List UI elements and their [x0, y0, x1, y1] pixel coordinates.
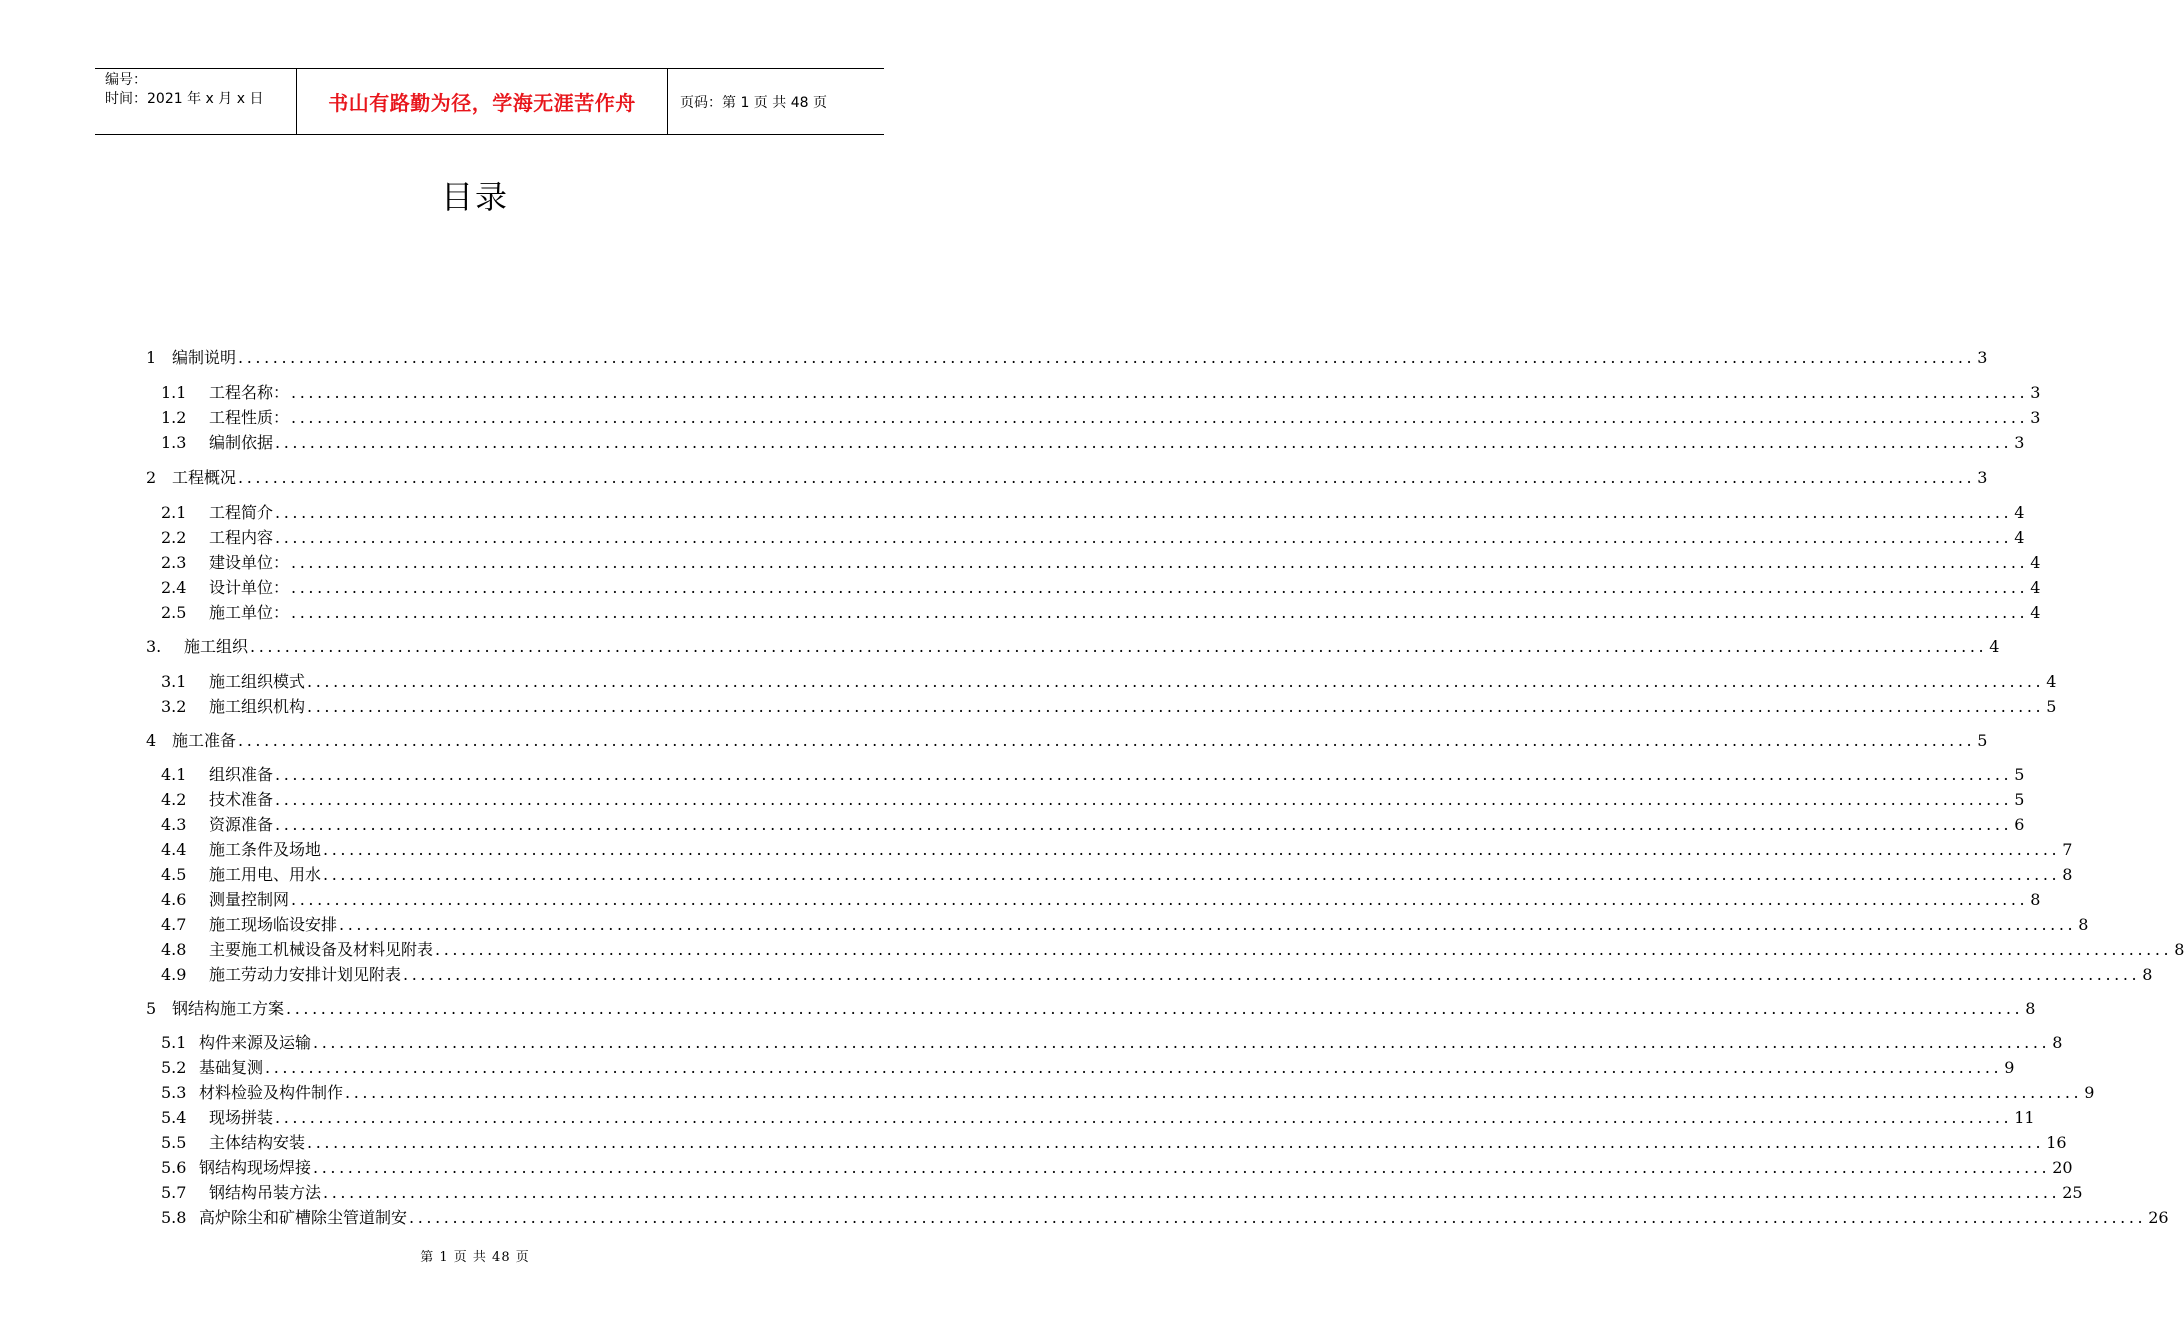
document-time: 时间：2021 年 x 月 x 日 [105, 91, 264, 107]
page-footer: 第 1 页 共 48 页 [420, 1250, 530, 1265]
toc-section [146, 730, 1988, 752]
toc-page-number: 8 [2174, 940, 2184, 959]
toc-leader-dots: ........................................................................................................................................................................................................ [250, 637, 1988, 656]
toc-label: 工程名称： [209, 383, 290, 402]
toc-number: 5.6 [161, 1158, 187, 1177]
toc-leader-dots: ........................................................................................................................................................................................................ [275, 1108, 2013, 1127]
toc-subsection [161, 839, 2073, 861]
toc-label: 钢结构吊装方法 [209, 1183, 322, 1202]
toc-section [146, 998, 2036, 1020]
toc-subsection [161, 1107, 2035, 1129]
page-title: 目录 [440, 178, 509, 216]
toc-leader-dots: ........................................................................................................................................................................................................ [275, 790, 2013, 809]
toc-page-number: 3 [1977, 348, 1988, 367]
toc-leader-dots: ........................................................................................................................................................................................................ [307, 697, 2045, 716]
header-motto-cell [296, 69, 668, 134]
toc-label: 施工组织模式 [209, 672, 306, 691]
toc-leader-dots: ........................................................................................................................................................................................................ [275, 528, 2013, 547]
toc-subsection [161, 502, 2025, 524]
toc-label: 施工现场临设安排 [209, 915, 338, 934]
toc-number: 2 [146, 468, 157, 487]
toc-label: 钢结构施工方案 [172, 999, 285, 1018]
toc-subsection [161, 1057, 2015, 1079]
toc-number: 4.7 [161, 915, 187, 934]
toc-page-number: 25 [2062, 1183, 2083, 1202]
toc-page-number: 5 [2014, 790, 2025, 809]
toc-label: 施工单位： [209, 603, 290, 622]
toc-page-number: 3 [2030, 383, 2041, 402]
toc-number: 4.6 [161, 890, 187, 909]
toc-label: 构件来源及运输 [199, 1033, 312, 1052]
toc-subsection [161, 577, 2041, 599]
toc-leader-dots: ........................................................................................................................................................................................................ [275, 503, 2013, 522]
toc-number: 1.2 [161, 408, 187, 427]
toc-page-number: 9 [2084, 1083, 2095, 1102]
toc-page-number: 4 [1989, 637, 2000, 656]
toc-subsection [161, 814, 2025, 836]
toc-number: 5.4 [161, 1108, 187, 1127]
toc-label: 基础复测 [199, 1058, 264, 1077]
toc-leader-dots: ........................................................................................................................................................................................................ [238, 731, 1976, 750]
toc-number: 5.5 [161, 1133, 187, 1152]
toc-page-number: 11 [2014, 1108, 2035, 1127]
toc-leader-dots: ........................................................................................................................................................................................................ [275, 815, 2013, 834]
toc-number: 3.1 [161, 672, 187, 691]
toc-page-number: 8 [2062, 865, 2073, 884]
toc-page-number: 9 [2004, 1058, 2015, 1077]
toc-number: 4.4 [161, 840, 187, 859]
toc-subsection [161, 696, 2057, 718]
toc-number: 2.5 [161, 603, 187, 622]
toc-subsection [161, 1082, 2095, 1104]
toc-subsection [161, 382, 2041, 404]
toc-label: 现场拼装 [209, 1108, 274, 1127]
toc-label: 测量控制网 [209, 890, 290, 909]
toc-page-number: 5 [2046, 697, 2057, 716]
toc-page-number: 3 [2030, 408, 2041, 427]
toc-leader-dots: ........................................................................................................................................................................................................ [291, 408, 2029, 427]
toc-page-number: 16 [2046, 1133, 2067, 1152]
toc-label: 组织准备 [209, 765, 274, 784]
toc-label: 施工用电、用水 [209, 865, 322, 884]
toc-number: 5.7 [161, 1183, 187, 1202]
toc-leader-dots: ........................................................................................................................................................................................................ [286, 999, 2024, 1018]
toc-number: 4.1 [161, 765, 187, 784]
toc-subsection [161, 889, 2041, 911]
toc-subsection [161, 914, 2089, 936]
toc-number: 5.3 [161, 1083, 187, 1102]
toc-leader-dots: ........................................................................................................................................................................................................ [313, 1033, 2051, 1052]
toc-label: 施工组织 [184, 637, 249, 656]
toc-subsection [161, 939, 2184, 961]
toc-label: 工程概况 [172, 468, 237, 487]
toc-leader-dots: ........................................................................................................................................................................................................ [409, 1208, 2147, 1227]
toc-subsection [161, 527, 2025, 549]
toc-subsection [161, 1207, 2169, 1229]
toc-label: 材料检验及构件制作 [199, 1083, 344, 1102]
toc-subsection [161, 864, 2073, 886]
toc-leader-dots: ........................................................................................................................................................................................................ [307, 1133, 2045, 1152]
toc-leader-dots: ........................................................................................................................................................................................................ [345, 1083, 2083, 1102]
toc-leader-dots: ........................................................................................................................................................................................................ [323, 1183, 2061, 1202]
toc-leader-dots: ........................................................................................................................................................................................................ [313, 1158, 2051, 1177]
toc-page-number: 4 [2030, 553, 2041, 572]
toc-page-number: 3 [1977, 468, 1988, 487]
toc-label: 施工劳动力安排计划见附表 [209, 965, 402, 984]
toc-number: 2.2 [161, 528, 187, 547]
toc-label: 主体结构安装 [209, 1133, 306, 1152]
toc-number: 3. [146, 637, 162, 656]
toc-number: 4.9 [161, 965, 187, 984]
toc-number: 3.2 [161, 697, 187, 716]
toc-leader-dots: ........................................................................................................................................................................................................ [265, 1058, 2003, 1077]
toc-leader-dots: ........................................................................................................................................................................................................ [307, 672, 2045, 691]
toc-leader-dots: ........................................................................................................................................................................................................ [238, 468, 1976, 487]
toc-number: 1.1 [161, 383, 187, 402]
toc-page-number: 20 [2052, 1158, 2073, 1177]
toc-subsection [161, 1182, 2083, 1204]
header-motto: 书山有路勤为径，学海无涯苦作舟 [328, 91, 636, 115]
toc-subsection [161, 764, 2025, 786]
toc-page-number: 4 [2014, 528, 2025, 547]
toc-section [146, 636, 2000, 658]
toc-leader-dots: ........................................................................................................................................................................................................ [238, 348, 1976, 367]
toc-page-number: 4 [2030, 603, 2041, 622]
toc-page-number: 6 [2014, 815, 2025, 834]
toc-number: 4 [146, 731, 157, 750]
page-header [95, 68, 884, 135]
toc-page-number: 8 [2078, 915, 2089, 934]
toc-page-number: 4 [2046, 672, 2057, 691]
toc-number: 2.4 [161, 578, 187, 597]
toc-label: 主要施工机械设备及材料见附表 [209, 940, 434, 959]
toc-leader-dots: ........................................................................................................................................................................................................ [291, 578, 2029, 597]
toc-label: 工程内容 [209, 528, 274, 547]
toc-page-number: 5 [2014, 765, 2025, 784]
toc-number: 4.2 [161, 790, 187, 809]
toc-label: 施工条件及场地 [209, 840, 322, 859]
toc-number: 5.2 [161, 1058, 187, 1077]
toc-label: 编制依据 [209, 433, 274, 452]
toc-subsection [161, 964, 2153, 986]
toc-number: 5 [146, 999, 157, 1018]
toc-leader-dots: ........................................................................................................................................................................................................ [435, 940, 2173, 959]
toc-label: 资源准备 [209, 815, 274, 834]
toc-page-number: 8 [2052, 1033, 2063, 1052]
toc-label: 建设单位： [209, 553, 290, 572]
toc-leader-dots: ........................................................................................................................................................................................................ [323, 840, 2061, 859]
toc-number: 4.5 [161, 865, 187, 884]
toc-label: 编制说明 [172, 348, 237, 367]
toc-leader-dots: ........................................................................................................................................................................................................ [323, 865, 2061, 884]
toc-label: 工程性质： [209, 408, 290, 427]
toc-number: 5.1 [161, 1033, 187, 1052]
toc-page-number: 26 [2148, 1208, 2169, 1227]
toc-label: 钢结构现场焊接 [199, 1158, 312, 1177]
toc-leader-dots: ........................................................................................................................................................................................................ [291, 603, 2029, 622]
toc-label: 技术准备 [209, 790, 274, 809]
toc-label: 施工准备 [172, 731, 237, 750]
toc-page-number: 5 [1977, 731, 1988, 750]
toc-page-number: 8 [2142, 965, 2153, 984]
toc-page-number: 4 [2014, 503, 2025, 522]
toc-number: 1.3 [161, 433, 187, 452]
toc-subsection [161, 1032, 2063, 1054]
toc-section [146, 347, 1988, 369]
toc-subsection [161, 432, 2025, 454]
toc-page-number: 4 [2030, 578, 2041, 597]
toc-label: 工程简介 [209, 503, 274, 522]
toc-subsection [161, 1132, 2067, 1154]
toc-page-number: 7 [2062, 840, 2073, 859]
header-page-info-cell [668, 69, 884, 134]
toc-leader-dots: ........................................................................................................................................................................................................ [291, 890, 2029, 909]
toc-subsection [161, 602, 2041, 624]
toc-page-number: 8 [2030, 890, 2041, 909]
toc-leader-dots: ........................................................................................................................................................................................................ [291, 553, 2029, 572]
toc-page-number: 3 [2014, 433, 2025, 452]
toc-leader-dots: ........................................................................................................................................................................................................ [403, 965, 2141, 984]
toc-label: 设计单位： [209, 578, 290, 597]
toc-number: 5.8 [161, 1208, 187, 1227]
toc-number: 4.3 [161, 815, 187, 834]
toc-subsection [161, 1157, 2073, 1179]
document-number-label: 编号： [105, 72, 147, 88]
toc-subsection [161, 407, 2041, 429]
toc-section [146, 467, 1988, 489]
toc-leader-dots: ........................................................................................................................................................................................................ [291, 383, 2029, 402]
header-page-info: 页码：第 1 页 共 48 页 [680, 94, 827, 111]
toc-leader-dots: ........................................................................................................................................................................................................ [275, 433, 2013, 452]
toc-leader-dots: ........................................................................................................................................................................................................ [339, 915, 2077, 934]
toc-subsection [161, 671, 2057, 693]
toc-number: 1 [146, 348, 157, 367]
toc-number: 2.1 [161, 503, 187, 522]
toc-page-number: 8 [2025, 999, 2036, 1018]
toc-number: 2.3 [161, 553, 187, 572]
toc-subsection [161, 552, 2041, 574]
header-meta [95, 69, 296, 134]
toc-label: 高炉除尘和矿槽除尘管道制安 [199, 1208, 408, 1227]
toc-leader-dots: ........................................................................................................................................................................................................ [275, 765, 2013, 784]
toc-number: 4.8 [161, 940, 187, 959]
toc-label: 施工组织机构 [209, 697, 306, 716]
toc-subsection [161, 789, 2025, 811]
